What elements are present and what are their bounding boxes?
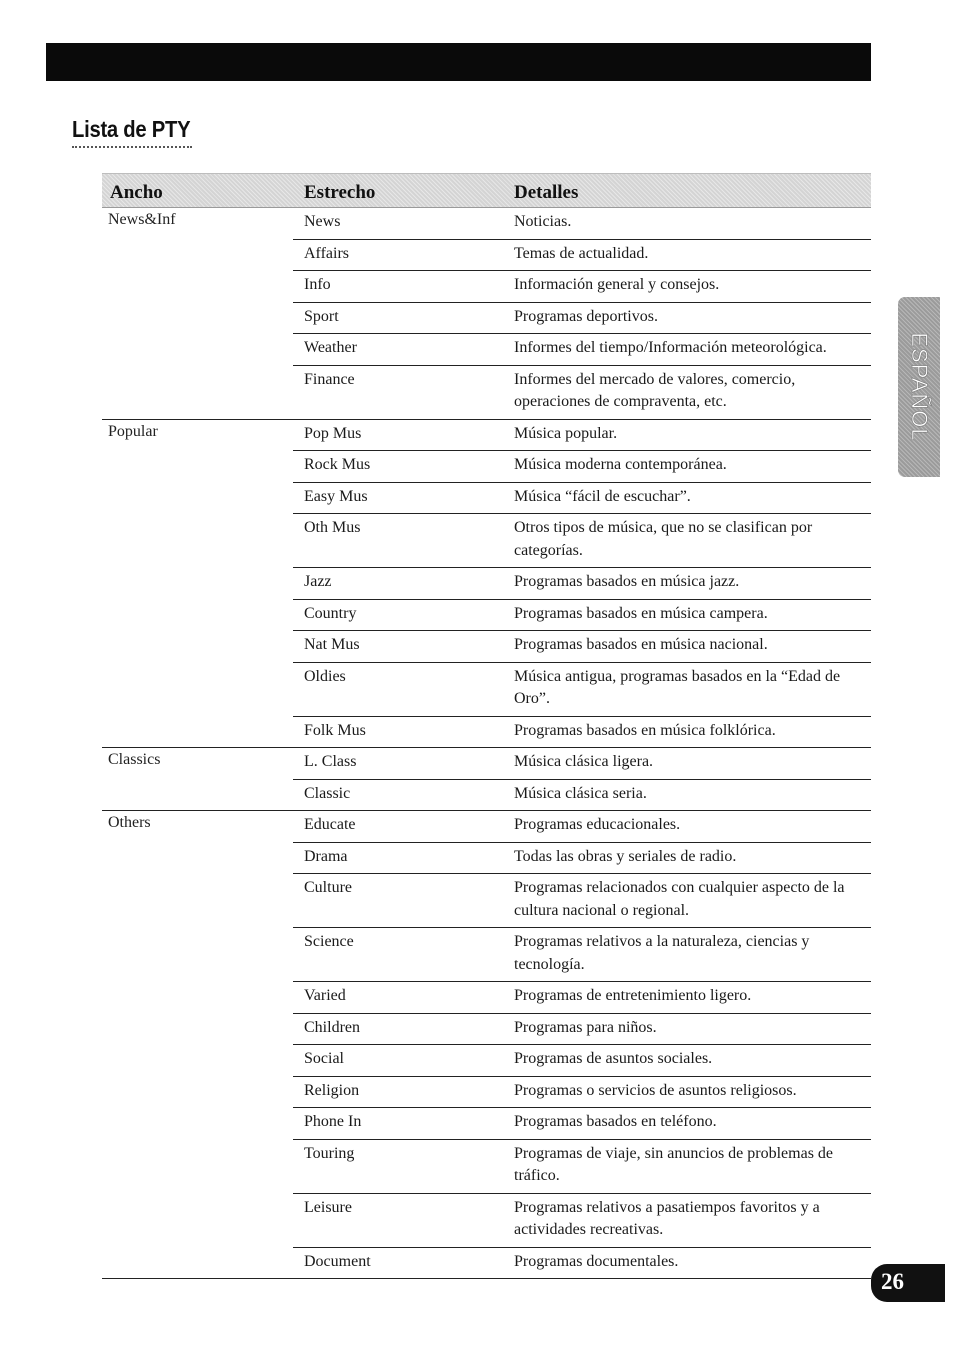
- table-row: [293, 811, 871, 843]
- narrow-cell: Pop Mus: [304, 424, 362, 442]
- table-row: [293, 928, 871, 982]
- details-cell: Todas las obras y seriales de radio.: [514, 847, 737, 865]
- table-row: [293, 1077, 871, 1109]
- narrow-cell: Varied: [304, 987, 346, 1004]
- narrow-cell: Leisure: [304, 1198, 352, 1216]
- table-row: [293, 1108, 871, 1140]
- table-row: [293, 514, 871, 568]
- details-cell: Otros tipos de música, que no se clasifican por categorías.: [514, 519, 813, 559]
- details-cell: Música clásica seria.: [514, 784, 647, 802]
- group-name: Popular: [108, 422, 158, 440]
- table-row: [293, 1194, 871, 1248]
- table-row: [293, 780, 871, 811]
- table-group: [102, 208, 871, 420]
- details-cell: Programas de entretenimiento ligero.: [514, 987, 752, 1004]
- pty-table: [102, 173, 871, 1279]
- group-name: Classics: [108, 751, 161, 768]
- page-number: 26: [871, 1264, 945, 1302]
- table-row: [293, 451, 871, 483]
- details-cell: Música moderna contemporánea.: [514, 456, 727, 473]
- details-cell: Programas deportivos.: [514, 307, 658, 325]
- narrow-cell: Rock Mus: [304, 456, 371, 473]
- narrow-cell: Affairs: [304, 244, 350, 262]
- table-row: [293, 303, 871, 335]
- table-group: [102, 811, 871, 1279]
- details-cell: Programas basados en música jazz.: [514, 573, 740, 590]
- narrow-cell: Children: [304, 1018, 360, 1036]
- group-name: Others: [108, 814, 151, 831]
- narrow-cell: Touring: [304, 1144, 355, 1162]
- details-cell: Informes del tiempo/Información meteorológica.: [514, 339, 827, 356]
- details-cell: Temas de actualidad.: [514, 244, 649, 262]
- narrow-cell: Country: [304, 604, 357, 622]
- narrow-cell: Social: [304, 1050, 344, 1067]
- details-cell: Informes del mercado de valores, comercio, operaciones de compraventa, etc.: [514, 370, 796, 410]
- details-cell: Programas relativos a la naturaleza, ciencias y tecnología.: [514, 933, 810, 973]
- details-cell: Programas para niños.: [514, 1018, 657, 1036]
- table-row: [293, 568, 871, 600]
- header-bar: [46, 43, 871, 81]
- details-cell: Programas documentales.: [514, 1252, 679, 1270]
- narrow-cell: Oth Mus: [304, 519, 361, 536]
- narrow-cell: Info: [304, 276, 331, 293]
- group-name: News&Inf: [108, 211, 176, 228]
- details-cell: Música “fácil de escuchar”.: [514, 487, 691, 505]
- narrow-cell: Drama: [304, 847, 348, 865]
- table-row: [293, 240, 871, 272]
- narrow-cell: Oldies: [304, 667, 346, 685]
- narrow-cell: Jazz: [304, 573, 332, 590]
- details-cell: Programas basados en teléfono.: [514, 1113, 717, 1130]
- narrow-cell: Easy Mus: [304, 487, 368, 505]
- table-row: [293, 663, 871, 717]
- title-underline: [72, 146, 192, 148]
- narrow-cell: Finance: [304, 370, 355, 388]
- table-row: [293, 843, 871, 875]
- narrow-cell: L. Class: [304, 753, 357, 770]
- column-header-ancho: Ancho: [110, 182, 163, 203]
- narrow-cell: Sport: [304, 307, 339, 325]
- table-row: [293, 600, 871, 632]
- narrow-cell: Phone In: [304, 1113, 362, 1130]
- narrow-cell: Weather: [304, 339, 357, 356]
- table-row: [293, 1140, 871, 1194]
- details-cell: Música antigua, programas basados en la “Edad de Oro”.: [514, 667, 841, 707]
- narrow-cell: Folk Mus: [304, 721, 366, 739]
- narrow-cell: Nat Mus: [304, 636, 360, 653]
- details-cell: Música popular.: [514, 424, 618, 442]
- table-row: [293, 874, 871, 928]
- narrow-cell: Educate: [304, 816, 356, 833]
- details-cell: Información general y consejos.: [514, 276, 720, 293]
- details-cell: Programas basados en música nacional.: [514, 636, 768, 653]
- details-cell: Programas relacionados con cualquier aspecto de la cultura nacional o regional.: [514, 879, 845, 919]
- table-row: [293, 717, 871, 748]
- details-cell: Programas educacionales.: [514, 816, 681, 833]
- details-cell: Programas o servicios de asuntos religiosos.: [514, 1081, 797, 1099]
- narrow-cell: Document: [304, 1252, 371, 1270]
- details-cell: Programas basados en música campera.: [514, 604, 768, 622]
- table-group: [102, 748, 871, 811]
- column-header-estrecho: Estrecho: [304, 182, 376, 203]
- column-header-detalles: Detalles: [514, 182, 579, 203]
- narrow-cell: News: [304, 213, 341, 230]
- table-row: [293, 1248, 871, 1279]
- table-row: [293, 208, 871, 240]
- narrow-cell: Religion: [304, 1081, 360, 1099]
- page-title: Lista de PTY: [72, 116, 191, 142]
- table-row: [293, 271, 871, 303]
- table-row: [293, 1014, 871, 1046]
- language-tab: [898, 297, 940, 477]
- details-cell: Programas de asuntos sociales.: [514, 1050, 713, 1067]
- table-row: [293, 483, 871, 515]
- details-cell: Programas relativos a pasatiempos favoritos y a actividades recreativas.: [514, 1198, 820, 1238]
- table-group: [102, 420, 871, 749]
- table-row: [293, 631, 871, 663]
- table-row: [293, 420, 871, 452]
- details-cell: Noticias.: [514, 213, 572, 230]
- table-row: [293, 748, 871, 780]
- narrow-cell: Science: [304, 933, 354, 950]
- language-tab-label: ESPAÑOL: [907, 332, 932, 442]
- table-row: [293, 1045, 871, 1077]
- details-cell: Programas de viaje, sin anuncios de problemas de tráfico.: [514, 1144, 834, 1184]
- table-row: [293, 366, 871, 419]
- details-cell: Música clásica ligera.: [514, 753, 654, 770]
- table-body: [102, 208, 871, 1279]
- narrow-cell: Culture: [304, 879, 352, 896]
- table-row: [293, 334, 871, 366]
- table-header: [102, 173, 871, 208]
- table-row: [293, 982, 871, 1014]
- narrow-cell: Classic: [304, 784, 351, 802]
- details-cell: Programas basados en música folklórica.: [514, 721, 776, 739]
